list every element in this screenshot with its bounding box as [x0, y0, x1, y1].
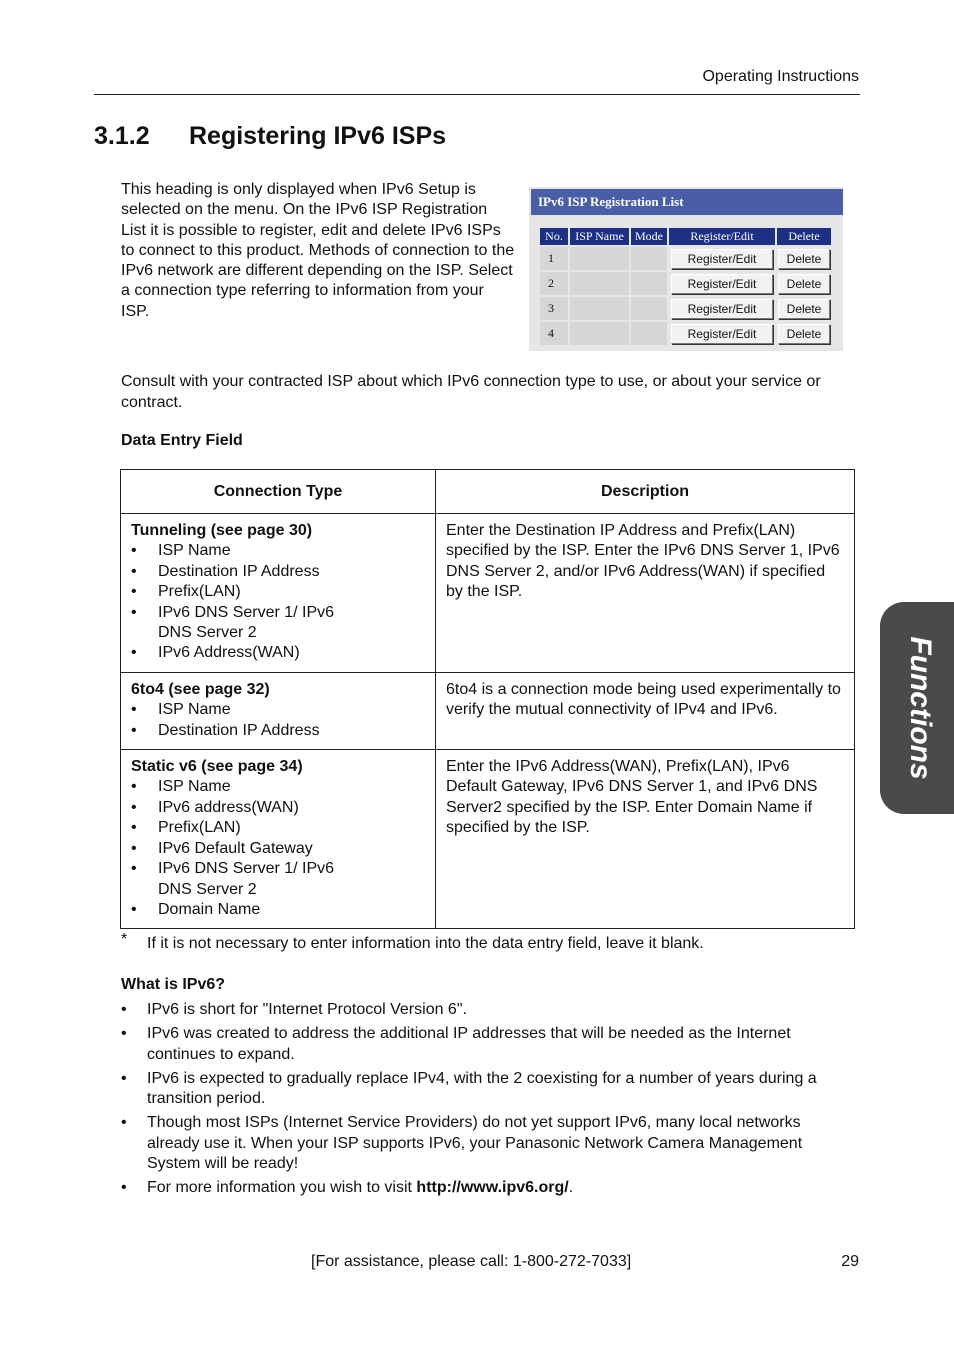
footnote-text: If it is not necessary to enter information into the data entry field, leave it blank.	[147, 935, 704, 952]
table-row	[121, 514, 855, 673]
register-edit-button[interactable]: Register/Edit	[671, 299, 773, 319]
register-edit-button[interactable]: Register/Edit	[671, 274, 773, 294]
description-cell: 6to4 is a connection mode being used experimentally to verify the mutual connectivity of IPv4 and IPv6.	[436, 672, 855, 749]
description-cell: Enter the Destination IP Address and Prefix(LAN) specified by the ISP. Enter the IPv6 DNS Server 1, IPv6 DNS Server 2, and/or IPv6 Address(WAN) if specified by the ISP.	[436, 514, 855, 673]
mode-cell	[631, 297, 667, 320]
connection-type-name: Tunneling (see page 30)	[131, 522, 313, 539]
footnote-marker: *	[121, 931, 128, 948]
table-row	[540, 247, 831, 270]
delete-cell	[777, 297, 831, 320]
side-tab-label: Functions	[904, 636, 937, 780]
delete-button[interactable]: Delete	[778, 324, 830, 344]
screenshot-title-bar: IPv6 ISP Registration List	[531, 189, 843, 215]
list-item: • IPv6 Address(WAN)	[131, 643, 425, 663]
description-cell: Enter the IPv6 Address(WAN), Prefix(LAN), IPv6 Default Gateway, IPv6 DNS Server 1, and IPv6 DNS Server2 specified by the ISP. Enter Domain Name if specified by the ISP.	[436, 750, 855, 929]
registration-list-table	[538, 226, 833, 347]
functions-side-tab	[880, 602, 954, 814]
connection-type-header: Connection Type	[121, 470, 436, 514]
isp-name-cell	[570, 272, 629, 295]
page-number: 29	[841, 1253, 859, 1270]
connection-type-name: Static v6 (see page 34)	[131, 758, 303, 776]
list-item: • IPv6 is expected to gradually replace IPv4, with the 2 coexisting for a number of years during a transition period.	[121, 1069, 851, 1110]
table-row	[121, 750, 855, 929]
what-is-ipv6-list	[121, 1000, 851, 1203]
delete-button[interactable]: Delete	[778, 274, 830, 294]
section-heading: Registering IPv6 ISPs	[189, 122, 447, 150]
list-item: • Destination IP Address	[131, 721, 425, 741]
list-item: • ISP Name	[131, 777, 425, 797]
data-entry-heading: Data Entry Field	[121, 432, 243, 449]
header-rule	[94, 94, 860, 95]
register-edit-cell	[669, 247, 775, 270]
list-item: • IPv6 was created to address the additional IP addresses that will be needed as the Internet continues to expand.	[121, 1024, 851, 1065]
isp-name-cell	[570, 322, 629, 345]
row-number: 1	[540, 247, 568, 270]
register-edit-button[interactable]: Register/Edit	[671, 249, 773, 269]
delete-cell	[777, 247, 831, 270]
isp-name-cell	[570, 247, 629, 270]
list-item: • IPv6 DNS Server 1/ IPv6 DNS Server 2	[131, 603, 336, 644]
section-number: 3.1.2	[94, 122, 150, 150]
mode-cell	[631, 272, 667, 295]
mode-cell	[631, 247, 667, 270]
table-row	[540, 272, 831, 295]
list-item: • IPv6 DNS Server 1/ IPv6 DNS Server 2	[131, 859, 336, 900]
footnote	[121, 931, 704, 953]
row-number: 3	[540, 297, 568, 320]
delete-button[interactable]: Delete	[778, 249, 830, 269]
list-item: • Domain Name	[131, 900, 425, 920]
ipv6-org-link[interactable]: http://www.ipv6.org/	[416, 1179, 569, 1197]
delete-cell	[777, 322, 831, 345]
isp-name-cell	[570, 297, 629, 320]
register-edit-cell	[669, 272, 775, 295]
list-item	[121, 1178, 851, 1198]
column-header-delete: Delete	[777, 228, 831, 245]
connection-type-cell	[121, 750, 436, 929]
intro-paragraph: This heading is only displayed when IPv6 Setup is selected on the menu. On the IPv6 ISP Registration List it is possible to register, edit and delete IPv6 ISPs to connect to this product. Methods of connection to the IPv6 network are different depending on the ISP. Select a connection type referring to information from your ISP.	[121, 181, 515, 320]
field-list	[131, 541, 425, 663]
connection-type-cell	[121, 514, 436, 673]
running-header: Operating Instructions	[702, 68, 859, 85]
list-item: • Prefix(LAN)	[131, 582, 425, 602]
delete-button[interactable]: Delete	[778, 299, 830, 319]
ipv6-isp-registration-screenshot	[529, 187, 843, 351]
register-edit-cell	[669, 297, 775, 320]
consult-paragraph: Consult with your contracted ISP about which IPv6 connection type to use, or about your service or contract.	[121, 373, 821, 411]
table-row	[540, 297, 831, 320]
field-list	[131, 700, 425, 741]
list-item: • Destination IP Address	[131, 562, 425, 582]
column-header-isp-name: ISP Name	[570, 228, 629, 245]
list-item: • IPv6 Default Gateway	[131, 839, 425, 859]
description-header: Description	[436, 470, 855, 514]
connection-type-cell	[121, 672, 436, 749]
mode-cell	[631, 322, 667, 345]
table-row	[540, 322, 831, 345]
list-item: • IPv6 is short for "Internet Protocol Version 6".	[121, 1000, 851, 1020]
column-header-no: No.	[540, 228, 568, 245]
list-item: • IPv6 address(WAN)	[131, 798, 425, 818]
assistance-footer: [For assistance, please call: 1-800-272-7033]	[311, 1253, 632, 1270]
row-number: 4	[540, 322, 568, 345]
data-entry-table	[120, 469, 855, 929]
column-header-mode: Mode	[631, 228, 667, 245]
column-header-register-edit: Register/Edit	[669, 228, 775, 245]
list-item: • ISP Name	[131, 541, 425, 561]
section-title	[94, 122, 446, 151]
register-edit-button[interactable]: Register/Edit	[671, 324, 773, 344]
list-item: • Prefix(LAN)	[131, 818, 425, 838]
register-edit-cell	[669, 322, 775, 345]
table-row	[121, 672, 855, 749]
list-item: • Though most ISPs (Internet Service Providers) do not yet support IPv6, many local networks already use it. When your ISP supports IPv6, your Panasonic Network Camera Management System will be ready!	[121, 1113, 851, 1174]
field-list	[131, 777, 425, 920]
more-info-text: For more information you wish to visit	[147, 1179, 417, 1197]
more-info-period: .	[568, 1179, 574, 1197]
row-number: 2	[540, 272, 568, 295]
delete-cell	[777, 272, 831, 295]
list-item: • ISP Name	[131, 700, 425, 720]
what-is-ipv6-heading: What is IPv6?	[121, 976, 226, 993]
connection-type-name: 6to4 (see page 32)	[131, 680, 270, 698]
